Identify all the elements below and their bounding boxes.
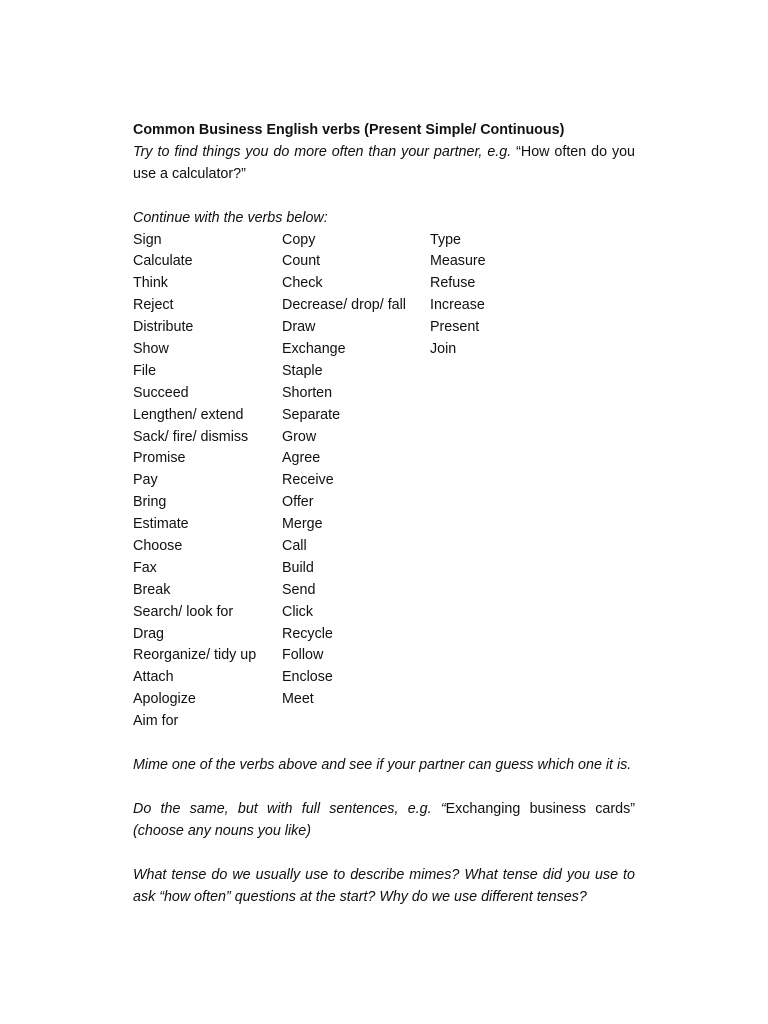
verb-item: Exchange bbox=[282, 340, 346, 357]
verb-item: Attach bbox=[133, 669, 174, 686]
verb-item: Bring bbox=[133, 494, 167, 511]
verb-item: Call bbox=[282, 537, 307, 554]
verb-item: Lengthen/ extend bbox=[133, 406, 244, 423]
verb-list bbox=[133, 230, 635, 734]
tense-questions: What tense do we usually use to describe mimes? What tense did you use to ask “how often” questions at the start? Why do we use different tenses? bbox=[133, 866, 635, 905]
verb-item: Aim for bbox=[133, 713, 179, 730]
verb-item: Count bbox=[282, 253, 321, 270]
verb-item: Calculate bbox=[133, 253, 193, 270]
verb-item: Distribute bbox=[133, 319, 194, 336]
verb-item: Think bbox=[133, 275, 168, 292]
spacer bbox=[133, 777, 635, 799]
verb-item: Sack/ fire/ dismiss bbox=[133, 428, 249, 445]
verb-item: Shorten bbox=[282, 384, 333, 401]
verb-column-1 bbox=[133, 230, 256, 733]
sentence-instruction-text: Do the same, but with full sentences, e.g. “ bbox=[133, 800, 446, 817]
verb-item: Receive bbox=[282, 472, 334, 489]
verb-item: Send bbox=[282, 581, 316, 598]
verb-item: Pay bbox=[133, 472, 158, 489]
verb-item: Present bbox=[430, 319, 480, 336]
verb-item: Draw bbox=[282, 319, 316, 336]
verb-item: Decrease/ drop/ fall bbox=[282, 297, 406, 314]
continue-label: Continue with the verbs below: bbox=[133, 209, 328, 226]
verb-column-3 bbox=[430, 230, 486, 361]
mime-instruction: Mime one of the verbs above and see if your partner can guess which one it is. bbox=[133, 757, 632, 774]
verb-item: Break bbox=[133, 581, 171, 598]
worksheet-title: Common Business English verbs (Present Simple/ Continuous) bbox=[133, 122, 565, 138]
verb-item: File bbox=[133, 362, 157, 379]
verb-item: Sign bbox=[133, 231, 162, 248]
verb-item: Apologize bbox=[133, 691, 196, 708]
verb-item: Follow bbox=[282, 647, 324, 664]
verb-item: Meet bbox=[282, 691, 314, 708]
verb-item: Type bbox=[430, 231, 461, 248]
verb-item: Measure bbox=[430, 253, 486, 270]
verb-item: Check bbox=[282, 275, 323, 292]
verb-item: Merge bbox=[282, 516, 323, 533]
verb-item: Reject bbox=[133, 297, 174, 314]
worksheet bbox=[133, 120, 635, 908]
verb-item: Enclose bbox=[282, 669, 333, 686]
spacer bbox=[133, 733, 635, 755]
verb-item: Drag bbox=[133, 625, 164, 642]
sentence-note: (choose any nouns you like) bbox=[133, 822, 312, 839]
verb-item: Agree bbox=[282, 450, 321, 467]
intro-example-question: “How often do you use a calculator?” bbox=[133, 143, 635, 182]
sentence-example: Exchanging business cards” bbox=[445, 800, 635, 817]
verb-column-2 bbox=[282, 230, 406, 712]
verb-item: Succeed bbox=[133, 384, 189, 401]
verb-item: Copy bbox=[282, 231, 316, 248]
verb-item: Reorganize/ tidy up bbox=[133, 647, 257, 664]
intro-instruction: Try to find things you do more often than your partner, e.g. bbox=[133, 143, 512, 160]
sentence-instruction bbox=[133, 799, 635, 843]
verb-item: Show bbox=[133, 340, 169, 357]
spacer bbox=[133, 843, 635, 865]
verb-item: Build bbox=[282, 559, 314, 576]
verb-item: Click bbox=[282, 603, 313, 620]
verb-item: Choose bbox=[133, 537, 183, 554]
verb-item: Refuse bbox=[430, 275, 476, 292]
verb-item: Separate bbox=[282, 406, 341, 423]
verb-item: Increase bbox=[430, 297, 485, 314]
verb-item: Fax bbox=[133, 559, 157, 576]
verb-item: Search/ look for bbox=[133, 603, 234, 620]
verb-item: Grow bbox=[282, 428, 317, 445]
verb-item: Offer bbox=[282, 494, 314, 511]
verb-item: Join bbox=[430, 340, 457, 357]
verb-item: Promise bbox=[133, 450, 186, 467]
verb-item: Staple bbox=[282, 362, 323, 379]
verb-item: Recycle bbox=[282, 625, 333, 642]
spacer bbox=[133, 186, 635, 208]
verb-item: Estimate bbox=[133, 516, 189, 533]
intro-paragraph bbox=[133, 142, 635, 186]
